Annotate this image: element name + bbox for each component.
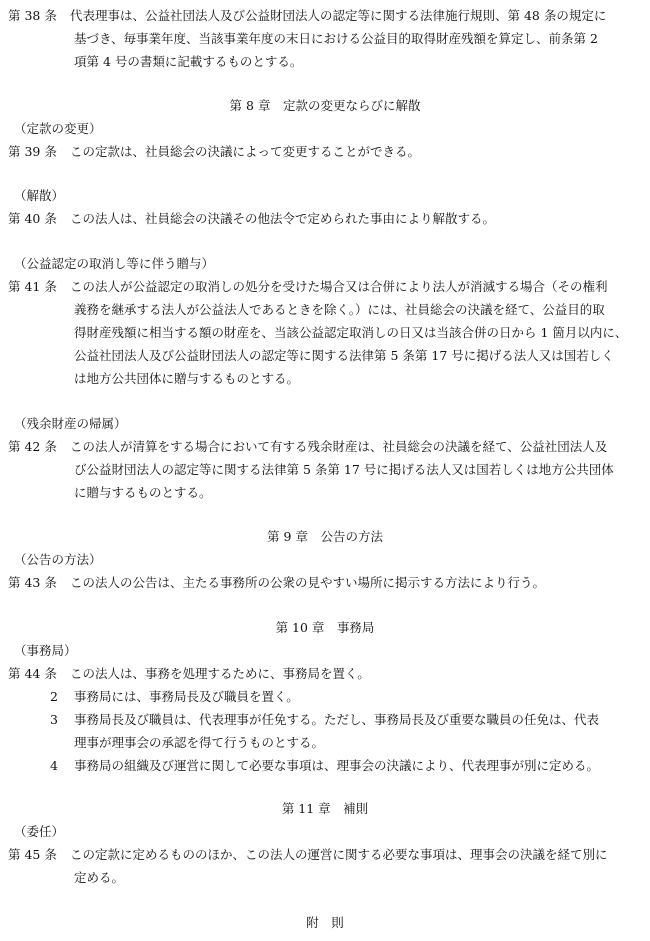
article-text-line: 基づき、毎事業年度、当該事業年度の末日における公益目的取得財産残額を算定し、前条第 2 (74, 31, 598, 46)
item-text: 事務局長及び職員は、代表理事が任免する。ただし、事務局長及び重要な職員の任免は、代表 (74, 712, 600, 727)
article-number: 第 45 条 (8, 847, 57, 862)
chapter-9-heading: 第 9 章 公告の方法 (267, 529, 383, 544)
paragraph-item (50, 689, 299, 705)
article-text: この定款は、社員総会の決議によって変更することができる。 (70, 144, 421, 159)
article-number: 第 44 条 (8, 666, 57, 681)
article-number: 第 43 条 (8, 575, 57, 590)
article-45 (8, 847, 608, 863)
article-text-line: は地方公共団体に贈与するものとする。 (74, 371, 300, 386)
article-text-line: び公益財団法人の認定等に関する法律第 5 条第 17 号に掲げる法人又は国若しくは地方公共団体 (74, 462, 614, 477)
article-text-line: 義務を継承する法人が公益法人であるときを除く。）には、社員総会の決議を経て、公益目的取 (74, 302, 605, 317)
chapter-8-heading: 第 8 章 定款の変更ならびに解散 (229, 98, 421, 113)
article-text-line: 定める。 (74, 870, 125, 885)
article-text-line: に贈与するものとする。 (74, 485, 212, 500)
item-text: 事務局には、事務局長及び職員を置く。 (74, 689, 299, 704)
article-text: この法人が清算をする場合において有する残余財産は、社員総会の決議を経て、公益社団法人及 (70, 439, 608, 454)
chapter-11-heading: 第 11 章 補則 (281, 801, 369, 816)
article-caption: （委任） (14, 824, 65, 839)
article-text: この定款に定めるもののほか、この法人の運営に関する必要な事項は、理事会の決議を経て別に (70, 847, 608, 862)
article-number: 第 38 条 (8, 8, 57, 23)
article-44 (8, 666, 370, 682)
article-43 (8, 575, 545, 591)
article-caption: （公告の方法） (14, 552, 102, 567)
article-number: 第 42 条 (8, 439, 57, 454)
article-text-line: 得財産残額に相当する額の財産を、当該公益認定取消しの日又は当該合併の日から 1 箇月以内に、 (74, 325, 628, 340)
article-caption: （公益認定の取消し等に伴う贈与） (14, 256, 215, 271)
article-text: この法人が公益認定の取消しの処分を受けた場合又は合併により法人が消滅する場合（その権利 (70, 279, 608, 294)
supplementary-provisions-heading: 附 則 (306, 915, 344, 930)
article-text: この法人は、社員総会の決議その他法令で定められた事由により解散する。 (70, 211, 496, 226)
paragraph-item (50, 712, 599, 728)
article-text: 代表理事は、公益社団法人及び公益財団法人の認定等に関する法律施行規則、第 48 条の規定に (70, 8, 607, 23)
article-number: 第 39 条 (8, 144, 57, 159)
chapter-10-heading: 第 10 章 事務局 (275, 620, 375, 635)
article-42 (8, 439, 607, 455)
article-41 (8, 279, 608, 295)
article-number: 第 40 条 (8, 211, 57, 226)
article-39 (8, 144, 420, 160)
item-number: 3 (50, 712, 58, 727)
item-text: 事務局の組織及び運営に関して必要な事項は、理事会の決議により、代表理事が別に定める。 (74, 758, 600, 773)
article-caption: （定款の変更） (14, 121, 102, 136)
item-number: 2 (50, 689, 58, 704)
article-text-line: 公益社団法人及び公益財団法人の認定等に関する法律第 5 条第 17 号に掲げる法人又は国若しく (74, 348, 614, 363)
item-text-line: 理事が理事会の承認を得て行うものとする。 (74, 735, 325, 750)
article-number: 第 41 条 (8, 279, 57, 294)
paragraph-item (50, 758, 599, 774)
article-38 (8, 8, 606, 24)
article-caption: （残余財産の帰属） (14, 416, 127, 431)
article-caption: （解散） (14, 188, 65, 203)
article-text: この法人は、事務を処理するために、事務局を置く。 (70, 666, 370, 681)
article-40 (8, 211, 495, 227)
article-text: この法人の公告は、主たる事務所の公衆の見やすい場所に掲示する方法により行う。 (70, 575, 546, 590)
article-text-line: 項第 4 号の書類に記載するものとする。 (74, 54, 303, 69)
item-number: 4 (50, 758, 58, 773)
article-caption: （事務局） (14, 643, 77, 658)
